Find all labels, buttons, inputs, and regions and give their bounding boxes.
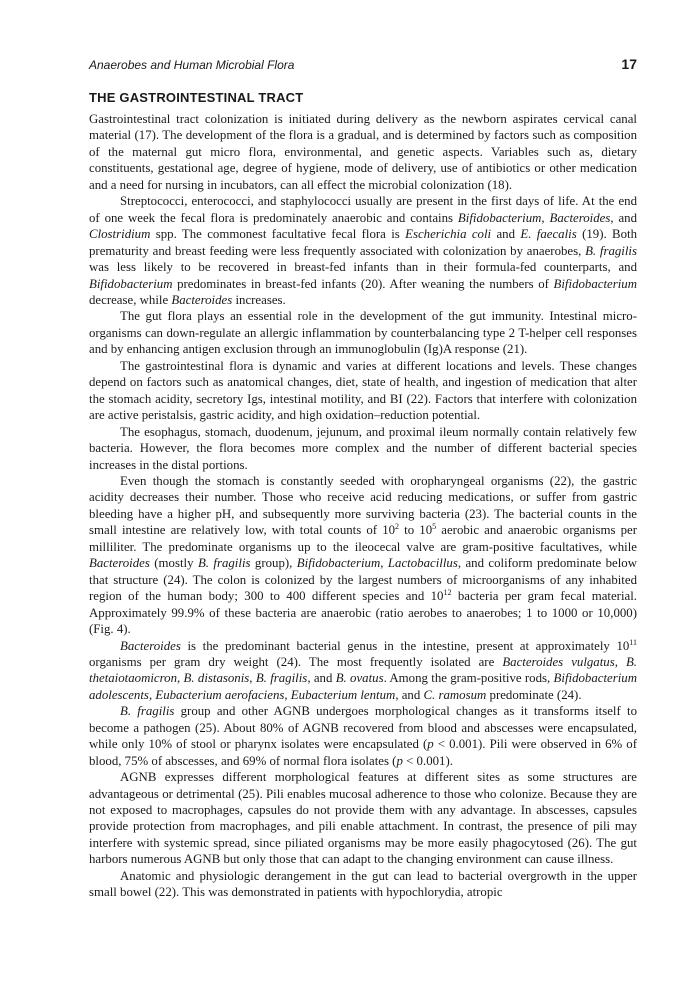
- text-run: organisms per gram dry weight (24). The most frequently isolated are: [89, 654, 503, 669]
- text-run: bacteria per gram fecal material. Approximately 99.9% of these bacteria are anaerobic (ratio aerobes to anaerobes; 1 to 1000 or 10,000) (Fig. 4).: [89, 589, 638, 637]
- superscript-exponent: 5: [432, 522, 437, 532]
- page-number: 17: [621, 56, 637, 72]
- text-run: < 0.001).: [402, 753, 453, 768]
- text-run: The esophagus, stomach, duodenum, jejunum, and proximal ileum normally contain relatively few bacteria. However, the flora becomes more complex and the number of different bacterial species increases in the distal portions.: [89, 424, 637, 472]
- text-run: The gastrointestinal flora is dynamic and varies at different locations and levels. These changes depend on factors such as anatomical changes, diet, state of health, and ingestion of medication that alter the stomach acidity, secretory Igs, intestinal motility, and BI (22). Factors that interfere with colonization are active peristalsis, gastric acidity, and high oxidation–reduction potential.: [89, 358, 637, 423]
- text-run: Gastrointestinal tract colonization is initiated during delivery as the newborn aspirates cervical canal material (17). The development of the flora is a gradual, and is determined by factors such as composition of the maternal gut micro flora, environmental, and genetic aspects. Variables such as, dietary constituents, gestational age, degree of hygiene, mode of delivery, use of antibiotics or other medication and a need for nursing in incubators, can all effect the microbial colonization (18).: [89, 112, 637, 192]
- text-run: predominates in breast-fed infants (20). After weaning the numbers of: [172, 276, 554, 291]
- text-run: Streptococci, enterococci, and staphylococci usually are present in the first days of life. At the end of one week the fecal flora is predominately anaerobic and contains: [89, 194, 637, 225]
- italic-term: Lactobacillus: [387, 556, 458, 571]
- italic-term: Bacteroides vulgatus: [502, 654, 615, 669]
- body-paragraph: [89, 308, 637, 357]
- text-run: group and other AGNB undergoes morphological changes as it transforms itself to become a pathogen (25). About 80% of AGNB recovered from blood and abscesses were encapsulated, while only 10% of stool or pharynx isolates were encapsulated (: [89, 704, 637, 752]
- italic-term: B. ovatus: [335, 671, 384, 686]
- text-run: ,: [249, 671, 256, 686]
- text-run: Even though the stomach is constantly seeded with oropharyngeal organisms (22), the gastric acidity decreases their number. Those who receive acid reducing medications, or suffer from gastric bleeding have a higher pH, and subsequently more surviving bacteria (23). The bacterial counts in the small intestine are relatively low, with total counts of 10: [89, 473, 637, 538]
- text-run: and: [491, 227, 521, 242]
- text-run: , and coliform predominate below that structure (24). The colon is colonized by the largest numbers of microorganisms of any inhabited region of the human body; 300 to 400 different species and 10: [89, 556, 638, 604]
- body-paragraph: [89, 868, 637, 901]
- italic-term: Bifidobacterium: [89, 276, 173, 291]
- text-run: ,: [148, 687, 156, 702]
- body-paragraph: [89, 473, 637, 638]
- text-run: , and: [395, 687, 424, 702]
- superscript-exponent: 12: [443, 588, 452, 598]
- text-run: decrease, while: [89, 292, 172, 307]
- text-run: < 0.001). Pili were observed in 6% of blood, 75% of abscesses, and 69% of normal flora isolates (: [89, 737, 637, 768]
- body-paragraph: [89, 703, 637, 769]
- italic-term: Eubacterium lentum: [290, 687, 396, 702]
- body-text: [89, 111, 637, 901]
- italic-term: Escherichia coli: [405, 227, 492, 242]
- text-run: ,: [614, 654, 626, 669]
- running-title: Anaerobes and Human Microbial Flora: [89, 58, 295, 72]
- italic-term: Eubacterium aerofaciens: [155, 687, 285, 702]
- body-paragraph: [89, 193, 637, 308]
- text-run: ,: [380, 556, 388, 571]
- body-paragraph: [89, 769, 637, 868]
- italic-term: Bacteroides: [171, 292, 233, 307]
- italic-term: Bifidobacterium: [296, 556, 381, 571]
- italic-term: B. fragilis: [197, 556, 251, 571]
- text-run: was less likely to be recovered in breast-fed infants than in their formula-fed counterparts, and: [89, 260, 637, 275]
- italic-term: B. thetaiotaomicron: [89, 654, 638, 686]
- text-run: (mostly: [149, 556, 198, 571]
- text-run: increases.: [232, 292, 286, 307]
- text-run: AGNB expresses different morphological features at different sites as some structures are advantageous or detrimental (25). Pili enables mucosal adherence to those who colonize. Because they are not exposed to macrophages, capsules do not provide them with any advantage. In abscesses, capsules provide protection from macrophages, and pili enable attachment. In contrast, the presence of pili may interfere with systemic spread, since piliated organisms may be more easily phagocytosed (26). The gut harbors numerous AGNB but only those that can adapt to the changing environment can cause illness.: [89, 770, 637, 867]
- italic-term: E. faecalis: [520, 227, 577, 242]
- body-paragraph: [89, 638, 637, 704]
- text-run: Anatomic and physiologic derangement in the gut can lead to bacterial overgrowth in the upper small bowel (22). This was demonstrated in patients with hypochlorydia, atropic: [89, 868, 637, 900]
- body-paragraph: [89, 358, 637, 424]
- italic-term: B. fragilis: [120, 704, 175, 719]
- text-run: . Among the gram-positive rods,: [383, 671, 554, 686]
- text-run: ,: [541, 210, 550, 225]
- italic-term: p: [396, 753, 403, 768]
- text-run: predominate (24).: [486, 687, 582, 702]
- body-paragraph: [89, 111, 637, 193]
- section-heading: THE GASTROINTESTINAL TRACT: [89, 90, 304, 105]
- text-run: to 10: [399, 523, 433, 538]
- text-run: is the predominant bacterial genus in the intestine, present at approximately 10: [180, 638, 630, 653]
- text-run: , and: [610, 210, 638, 225]
- text-run: ,: [177, 671, 184, 686]
- italic-term: Bacteroides: [89, 556, 150, 571]
- italic-term: Bifidobacterium: [553, 276, 637, 291]
- italic-term: B. fragilis: [585, 243, 637, 258]
- body-paragraph: [89, 424, 637, 473]
- text-run: aerobic and anaerobic organisms per milliliter. The predominate organisms up to the ileocecal valve are gram-positive facultatives, while: [89, 523, 637, 554]
- italic-term: Bacteroides: [120, 638, 181, 653]
- text-run: ,: [284, 687, 291, 702]
- italic-term: Bifidobacterium: [457, 210, 542, 225]
- text-run: group),: [250, 556, 297, 571]
- superscript-exponent: 2: [395, 522, 400, 532]
- italic-term: C. ramosum: [423, 687, 487, 702]
- text-run: spp. The commonest facultative fecal flora is: [150, 227, 406, 242]
- italic-term: Bacteroides: [549, 210, 611, 225]
- text-run: , and: [307, 671, 336, 686]
- italic-term: Bifidobacterium adolescents: [89, 671, 638, 702]
- italic-term: B. distasonis: [183, 671, 250, 686]
- superscript-exponent: 11: [629, 637, 637, 647]
- text-run: The gut flora plays an essential role in the development of the gut immunity. Intestinal micro-organisms can down-regulate an allergic inflammation by counterbalancing type 2 T-helper cell responses and by enhancing antigen exclusion through an immunoglobulin (Ig)A response (21).: [89, 309, 637, 357]
- text-run: (19). Both prematurity and breast feeding were less frequently associated with colonization by anaerobes,: [89, 227, 638, 258]
- italic-term: Clostridium: [89, 227, 151, 242]
- italic-term: B. fragilis: [255, 671, 308, 686]
- running-head: [89, 56, 637, 72]
- italic-term: p: [427, 737, 434, 752]
